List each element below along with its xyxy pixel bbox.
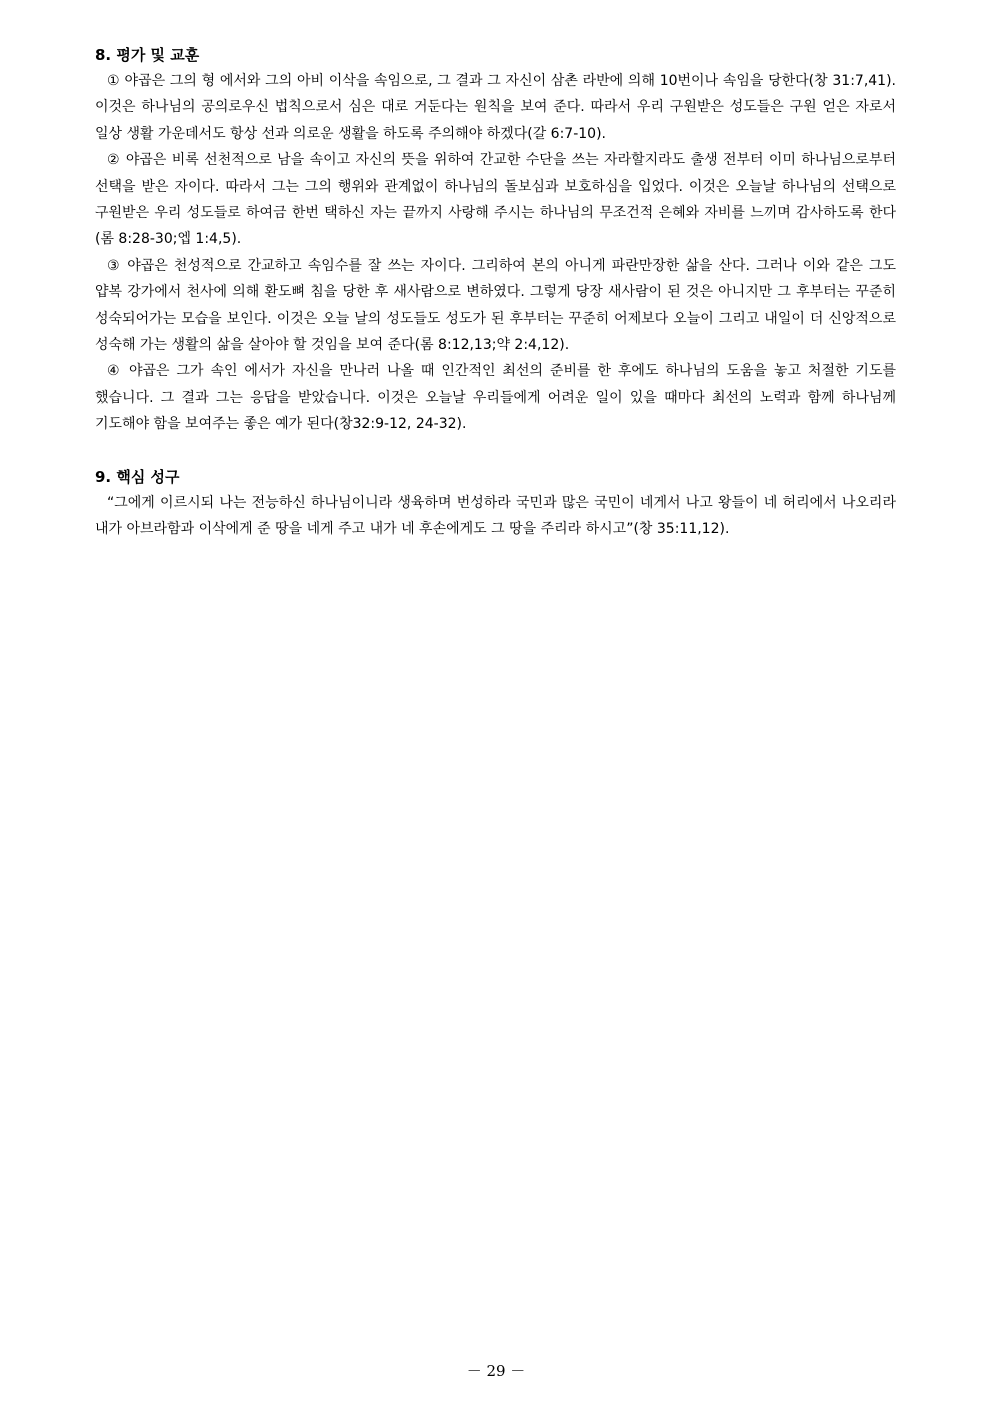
page-number: － 29 － xyxy=(466,1362,526,1380)
section-spacer xyxy=(95,438,896,464)
section-heading-evaluation: 8. 평가 및 교훈 xyxy=(95,46,200,64)
paragraph-evaluation-1: ① 야곱은 그의 형 에서와 그의 아비 이삭을 속임으로, 그 결과 그 자신이 삼촌 라반에 의해 10번이나 속임을 당한다(창 31:7,41). 이것은 하나님의 공의로우신 법칙으로서 심은 대로 거둔다는 원칙을 보여 준다. 따라서 우리 구원받은 성도들은 구원 얻은 자로서 일상 생활 가운데서도 항상 선과 의로운 생활을 하도록 주의해야 하겠다(갈 6:7-10). xyxy=(95,73,896,142)
paragraph-evaluation-4: ④ 야곱은 그가 속인 에서가 자신을 만나러 나올 때 인간적인 최선의 준비를 한 후에도 하나님의 도움을 놓고 처절한 기도를 했습니다. 그 결과 그는 응답을 받았습니다. 이것은 오늘날 우리들에게 어려운 일이 있을 때마다 최선의 노력과 함께 하나님께 기도해야 함을 보여주는 좋은 예가 된다(창32:9-12, 24-32). xyxy=(95,363,896,433)
paragraph-evaluation-2: ② 야곱은 비록 선천적으로 남을 속이고 자신의 뜻을 위하여 간교한 수단을 쓰는 자라할지라도 출생 전부터 이미 하나님으로부터 선택을 받은 자이다. 따라서 그는 그의 행위와 관계없이 하나님의 돌보심과 보호하심을 입었다. 이것은 오늘날 하나님의 선택으로 구원받은 우리 성도들로 하여금 한번 택하신 자는 끝까지 사랑해 주시는 하나님의 무조건적 은혜와 자비를 느끼며 감사하도록 한다(롬 8:28-30;엡 1:4,5). xyxy=(95,152,896,248)
paragraph-evaluation-3: ③ 야곱은 천성적으로 간교하고 속임수를 잘 쓰는 자이다. 그리하여 본의 아니게 파란만장한 삶을 산다. 그러나 이와 같은 그도 얍복 강가에서 천사에 의해 환도뼈 침을 당한 후 새사람으로 변하였다. 그렇게 당장 새사람이 된 것은 아니지만 그 후부터는 꾸준히 성숙되어가는 모습을 보인다. 이것은 오늘 날의 성도들도 성도가 된 후부터는 꾸준히 어제보다 오늘이 그리고 내일이 더 신앙적으로 성숙해 가는 생활의 삶을 살아야 할 것임을 보여 준다(롬 8:12,13;약 2:4,12). xyxy=(95,257,896,354)
document-body xyxy=(95,42,896,543)
paragraph-key-verse: “그에게 이르시되 나는 전능하신 하나님이니라 생육하며 번성하라 국민과 많은 국민이 네게서 나고 왕들이 네 허리에서 나오리라 내가 아브라함과 이삭에게 준 땅을 네게 주고 내가 네 후손에게도 그 땅을 주리라 하시고”(창 35:11,12). xyxy=(95,494,896,538)
section-heading-key-verse: 9. 핵심 성구 xyxy=(95,467,180,486)
